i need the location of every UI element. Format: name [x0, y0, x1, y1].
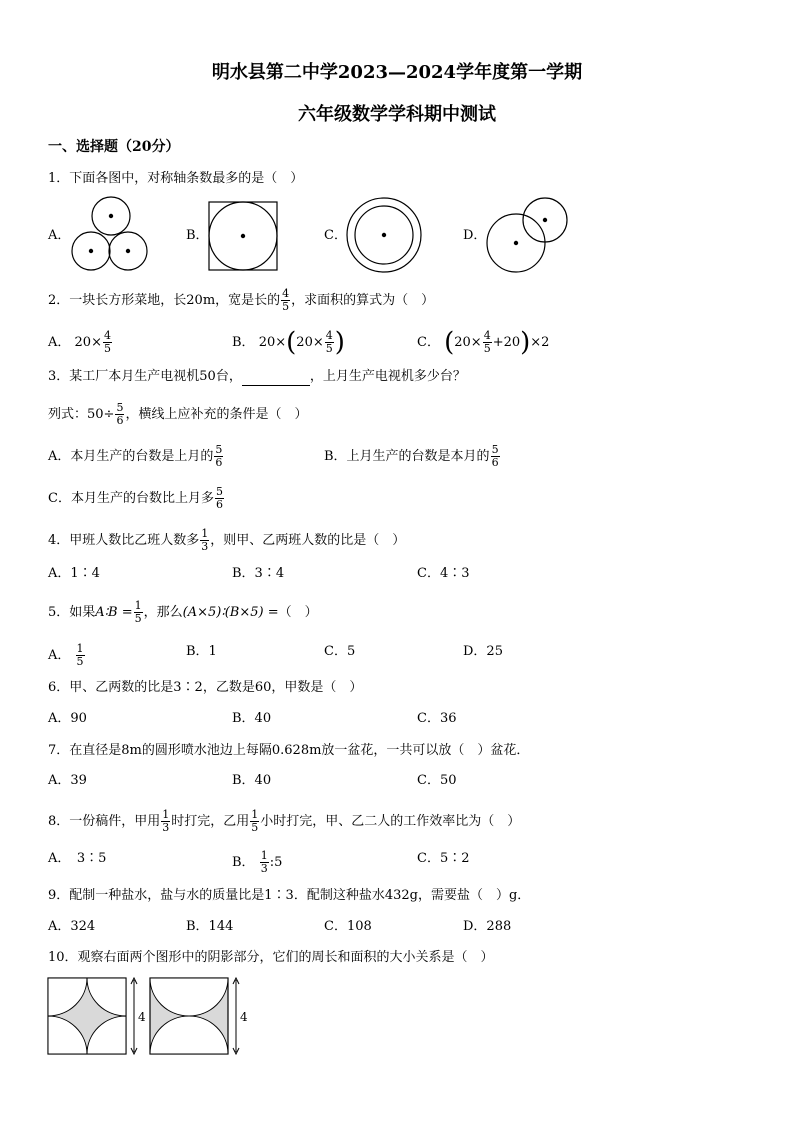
question-10: 10．观察右面两个图形中的阴影部分，它们的周长和面积的大小关系是（ ）	[48, 950, 494, 965]
q3-option-c: C．本月生产的台数比上月多 $\frac{5}{6}$	[48, 485, 223, 511]
q3-option-b: B．上月生产的台数是本月的 $\frac{5}{6}$	[324, 443, 499, 469]
q1-option-a-label: A．	[48, 228, 71, 243]
question-6: 6．甲、乙两数的比是3∶2，乙数是60，甲数是（ ）	[48, 680, 363, 695]
question-9: 9．配制一种盐水，盐与水的质量比是1∶3．配制这种盐水432g，需要盐（ ）g．	[48, 888, 531, 903]
q6-option-a: A．90	[48, 711, 87, 726]
question-2	[48, 288, 434, 313]
q3-blank-line	[242, 371, 310, 386]
q4-option-a: A．1∶4	[48, 566, 100, 581]
q5-option-d: D．25	[463, 644, 503, 659]
q1-figure-c-concentric-circles	[342, 196, 426, 276]
q1-figure-b-circle-in-square	[205, 198, 283, 274]
q6-option-b: B．40	[232, 711, 272, 726]
q9-option-a: A．324	[48, 919, 96, 934]
q7-option-a: A．39	[48, 773, 87, 788]
q5-option-a: A． $\frac{1}{5}$	[48, 642, 84, 668]
q10-figure-2-half-circles	[148, 974, 248, 1056]
q10-dimension-1: 4	[138, 1010, 146, 1024]
q8-option-b: B． $\frac{1}{3}$ :5	[232, 849, 283, 875]
q6-option-c: C．36	[417, 711, 457, 726]
q2-option-c: C． (20× $\frac{4}{5}$ +20)×2	[417, 327, 550, 358]
q7-option-c: C．50	[417, 773, 457, 788]
q1-option-c-label: C．	[324, 228, 347, 243]
q2-option-a: A． 20× $\frac{4}{5}$	[48, 329, 111, 355]
q2-text-post: ，求面积的算式为（ ）	[291, 293, 435, 308]
q3-option-a: A．本月生产的台数是上月的 $\frac{5}{6}$	[48, 443, 223, 469]
question-7: 7．在直径是8m的圆形喷水池边上每隔0.628m放一盆花，一共可以放（ ）盆花．	[48, 743, 530, 758]
q9-option-c: C．108	[324, 919, 372, 934]
q2-fraction: $\frac{4}{5}$	[282, 287, 290, 313]
q1-figure-d-two-circles	[484, 194, 574, 278]
question-8: 8．一份稿件，甲用 $\frac{1}{3}$ 时打完，乙用 $\frac{1}{5}$ 小时打完，甲、乙二人的工作效率比为（ ）	[48, 808, 521, 834]
title-line-2: 六年级数学学科期中测试	[298, 104, 496, 125]
q10-figure-1-quarter-arcs	[46, 974, 146, 1056]
q8-option-a: A． 3∶5	[48, 851, 107, 866]
q5-option-b: B．1	[186, 644, 217, 659]
title-line-1: 明水县第二中学2023—2024学年度第一学期	[211, 62, 583, 83]
q10-dimension-2: 4	[240, 1010, 248, 1024]
q3-formula: 列式：50÷ $\frac{5}{6}$ ，横线上应补充的条件是（ ）	[48, 401, 308, 427]
question-1: 1．下面各图中，对称轴条数最多的是（ ）	[48, 171, 304, 186]
q2-option-b: B． 20×(20× $\frac{4}{5}$ )	[232, 327, 345, 358]
question-5: 5．如果A∶B = $\frac{1}{5}$ ，那么(A×5)∶(B×5) =（ ）	[48, 599, 318, 625]
q2-text-pre: 2．一块长方形菜地，长20m，宽是长的	[48, 293, 281, 308]
q1-option-d-label: D．	[463, 228, 487, 243]
q1-option-b-label: B．	[186, 228, 209, 243]
q4-option-b: B．3∶4	[232, 566, 285, 581]
section-heading: 一、选择题（20分）	[48, 139, 180, 155]
q7-option-b: B．40	[232, 773, 272, 788]
q9-option-b: B．144	[186, 919, 234, 934]
q1-figure-a-three-circles	[60, 192, 160, 276]
question-3: 3．某工厂本月生产电视机50台， ，上月生产电视机多少台？	[48, 369, 466, 384]
question-4: 4．甲班人数比乙班人数多 $\frac{1}{3}$ ，则甲、乙两班人数的比是（ ）	[48, 527, 406, 553]
q9-option-d: D．288	[463, 919, 512, 934]
q5-option-c: C．5	[324, 644, 356, 659]
q8-option-c: C．5∶2	[417, 851, 470, 866]
q4-option-c: C．4∶3	[417, 566, 470, 581]
